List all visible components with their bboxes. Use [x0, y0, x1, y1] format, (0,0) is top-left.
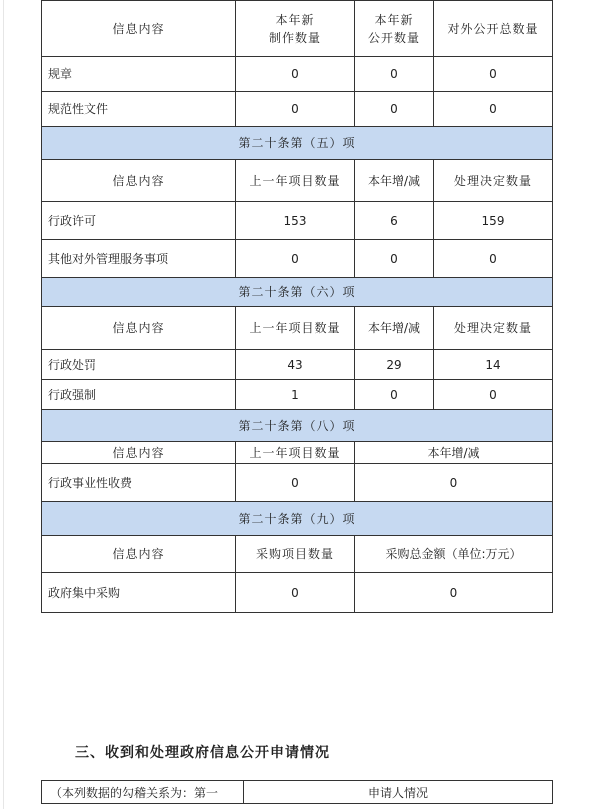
cell-value: 0: [434, 380, 553, 410]
table-row: [42, 92, 553, 127]
section-title: 第二十条第（六）项: [42, 278, 553, 307]
cell-value: 153: [236, 202, 355, 240]
table-header-row: [42, 307, 553, 350]
header-cell: 信息内容: [42, 307, 236, 350]
table-row: [42, 57, 553, 92]
header-cell: 信息内容: [42, 536, 236, 573]
table-row: [42, 380, 553, 410]
row-label: 规章: [42, 57, 236, 92]
header-cell: 本年新 公开数量: [355, 1, 434, 57]
header-cell: 本年增/减: [355, 307, 434, 350]
row-label: 行政许可: [42, 202, 236, 240]
cell-value: 0: [236, 57, 355, 92]
table-header-row: [42, 1, 553, 57]
cell-value: 6: [355, 202, 434, 240]
header-cell: 本年增/减: [355, 442, 553, 464]
row-label: 规范性文件: [42, 92, 236, 127]
section-title-row: [42, 278, 553, 307]
row-label: 政府集中采购: [42, 573, 236, 613]
header-cell: 上一年项目数量: [236, 160, 355, 202]
section-title: 第二十条第（五）项: [42, 127, 553, 160]
cell-value: 43: [236, 350, 355, 380]
header-cell: 处理决定数量: [434, 160, 553, 202]
table-header-row: [42, 442, 553, 464]
table-row: [42, 573, 553, 613]
section-title-row: [42, 127, 553, 160]
cell-value: 14: [434, 350, 553, 380]
header-cell: 采购项目数量: [236, 536, 355, 573]
header-cell: 信息内容: [42, 1, 236, 57]
cell-value: 0: [434, 92, 553, 127]
cell-value: 0: [355, 57, 434, 92]
cell-value: 0: [355, 240, 434, 278]
header-cell: 上一年项目数量: [236, 442, 355, 464]
row-label: 行政事业性收费: [42, 464, 236, 502]
header-cell: 本年增/减: [355, 160, 434, 202]
cell-value: 159: [434, 202, 553, 240]
header-cell: 申请人情况: [244, 781, 553, 804]
header-cell: 信息内容: [42, 442, 236, 464]
cell-value: 0: [236, 92, 355, 127]
disclosure-table: [41, 0, 553, 613]
cell-value: 0: [236, 464, 355, 502]
section-title: 第二十条第（八）项: [42, 410, 553, 442]
table-header-row: [42, 160, 553, 202]
row-label: 其他对外管理服务事项: [42, 240, 236, 278]
header-cell: 信息内容: [42, 160, 236, 202]
table-row: [42, 240, 553, 278]
row-label: （本列数据的勾稽关系为：第一: [42, 781, 244, 804]
application-table: [41, 780, 553, 804]
row-label: 行政处罚: [42, 350, 236, 380]
section-title-row: [42, 410, 553, 442]
section-heading: 三、收到和处理政府信息公开申请情况: [75, 745, 330, 761]
cell-value: 1: [236, 380, 355, 410]
cell-value: 29: [355, 350, 434, 380]
cell-value: 0: [434, 240, 553, 278]
cell-value: 0: [355, 573, 553, 613]
table-row: [42, 781, 553, 804]
header-cell: 采购总金额（单位:万元）: [355, 536, 553, 573]
section-title: 第二十条第（九）项: [42, 502, 553, 536]
table-row: [42, 350, 553, 380]
section-title-row: [42, 502, 553, 536]
header-cell: 对外公开总数量: [434, 1, 553, 57]
cell-value: 0: [236, 573, 355, 613]
cell-value: 0: [236, 240, 355, 278]
header-cell: 上一年项目数量: [236, 307, 355, 350]
table-header-row: [42, 536, 553, 573]
table-row: [42, 202, 553, 240]
cell-value: 0: [434, 57, 553, 92]
cell-value: 0: [355, 464, 553, 502]
header-cell: 处理决定数量: [434, 307, 553, 350]
row-label: 行政强制: [42, 380, 236, 410]
page-edge: [3, 0, 4, 809]
table-row: [42, 464, 553, 502]
header-cell: 本年新 制作数量: [236, 1, 355, 57]
cell-value: 0: [355, 92, 434, 127]
cell-value: 0: [355, 380, 434, 410]
